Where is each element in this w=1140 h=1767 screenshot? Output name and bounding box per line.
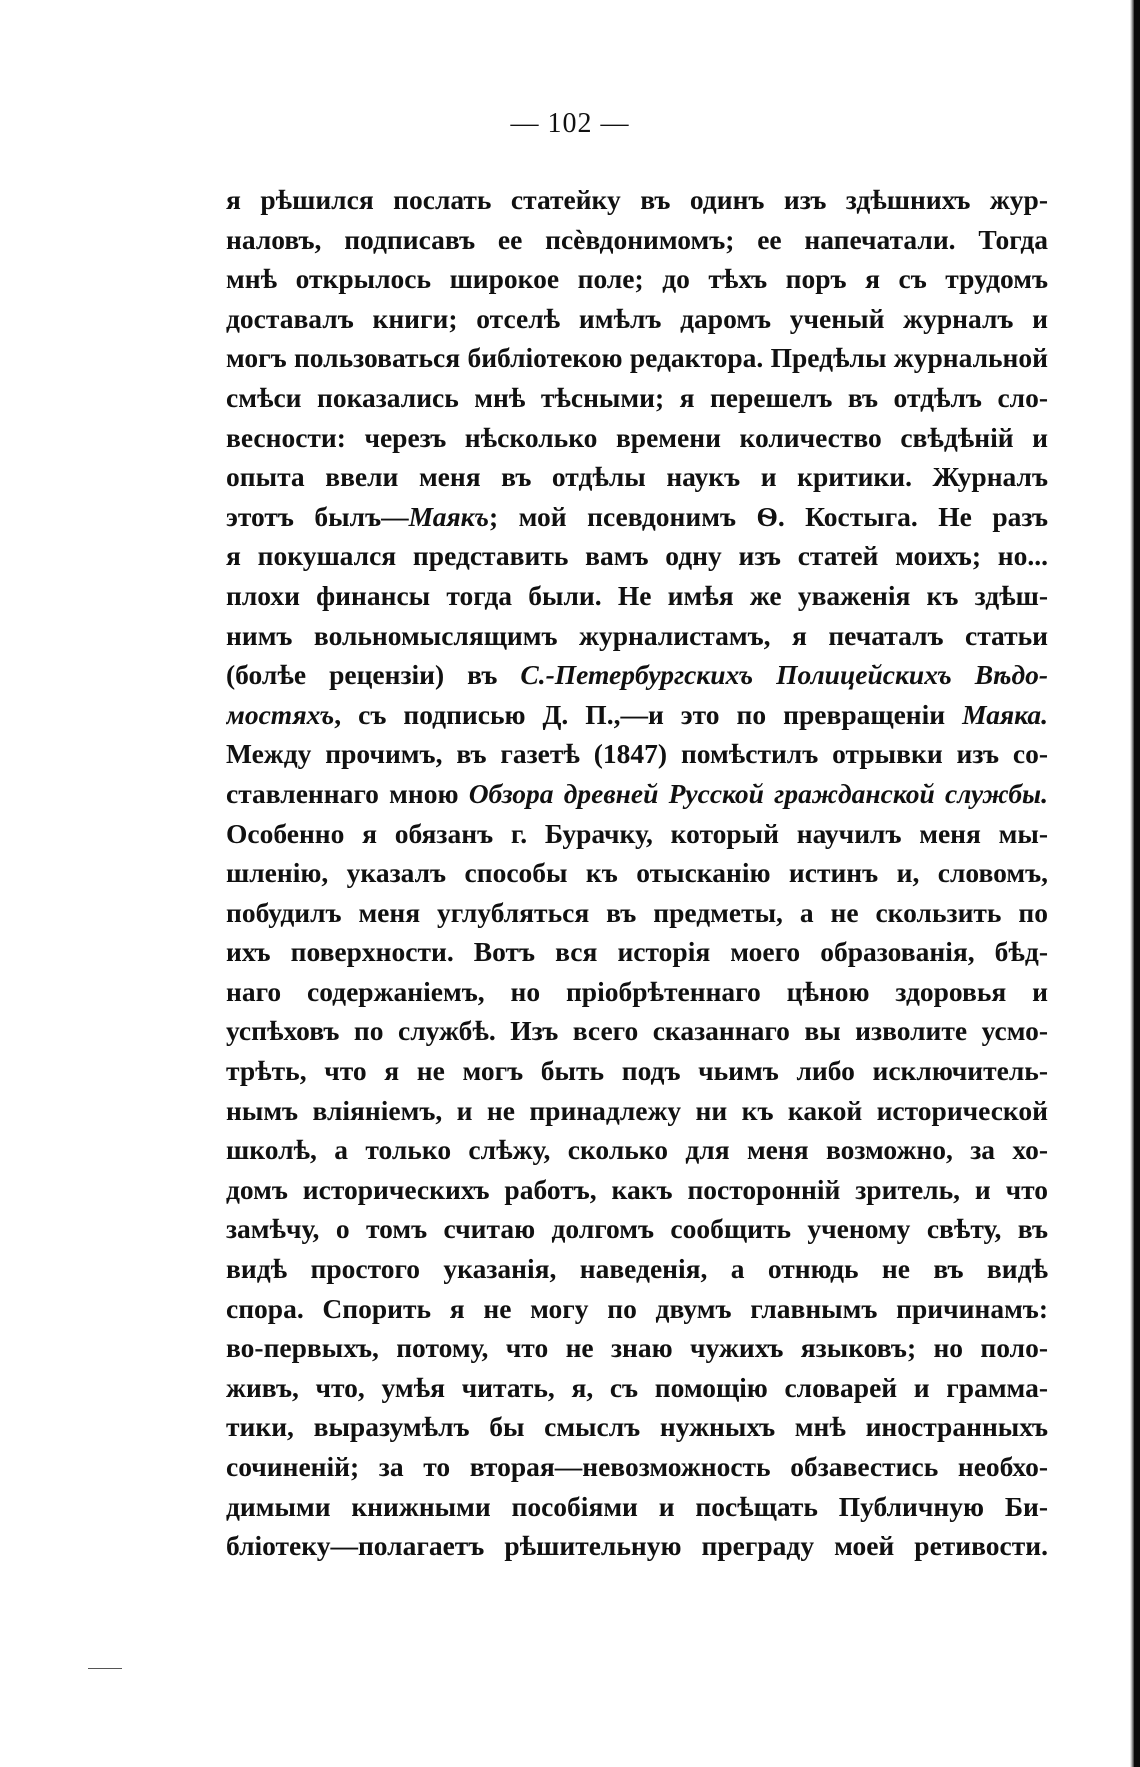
text-line: мостяхъ, съ подписью Д. П.,—и это по превращеніи Маяка.: [226, 698, 1048, 730]
text-line: побудилъ меня углубляться въ предметы, а не скользить по: [226, 896, 1048, 928]
text-line: трѣть, что я не могъ быть подъ чьимъ либо исключитель-: [226, 1055, 1048, 1087]
text-line: доставалъ книги; отселѣ имѣлъ даромъ ученый журналъ и: [226, 302, 1048, 334]
text-line: спора. Спорить я не могу по двумъ главнымъ причинамъ:: [226, 1292, 1048, 1324]
text-line: нымъ вліяніемъ, и не принадлежу ни къ какой исторической: [226, 1094, 1048, 1126]
text-line: ихъ поверхности. Вотъ вся исторія моего образованія, бѣд-: [226, 936, 1048, 968]
italic-title: Маяка.: [962, 698, 1048, 730]
text-line: замѣчу, о томъ считаю долгомъ сообщить ученому свѣту, въ: [226, 1213, 1048, 1245]
text-line: успѣховъ по службѣ. Изъ всего сказаннаго вы изволите усмо-: [226, 1015, 1048, 1047]
text-line: наловъ, подписавъ ее псѐвдонимомъ; ее напечатали. Тогда: [226, 223, 1048, 255]
text-line: видѣ простого указанія, наведенія, а отнюдь не въ видѣ: [226, 1253, 1048, 1285]
text-line: я рѣшился послать статейку въ одинъ изъ здѣшнихъ жур-: [226, 184, 1048, 215]
margin-mark: [88, 1668, 122, 1669]
text-line: смѣси показались мнѣ тѣсными; я перешелъ въ отдѣлъ сло-: [226, 381, 1048, 413]
text-line: сочиненій; за то вторая—невозможность обзавестись необхо-: [226, 1451, 1048, 1482]
text-line: Между прочимъ, въ газетѣ (1847) помѣстилъ отрывки изъ со-: [226, 738, 1048, 770]
text-line: я покушался представить вамъ одну изъ статей моихъ; но...: [226, 540, 1048, 572]
text-line: нимъ вольномыслящимъ журналистамъ, я печаталъ статьи: [226, 619, 1048, 651]
text-line: мнѣ открылось широкое поле; до тѣхъ поръ я съ трудомъ: [226, 263, 1048, 295]
text-line: живъ, что, умѣя читать, я, съ помощію словарей и грамма-: [226, 1371, 1048, 1403]
text-line: во-первыхъ, потому, что не знаю чужихъ языковъ; но поло-: [226, 1332, 1048, 1364]
italic-title: С.-Петербургскихъ Полицейскихъ Вѣдо-: [520, 659, 1048, 691]
text-line: бліотеку—полагаетъ рѣшительную преграду моей ретивости.: [226, 1530, 1048, 1562]
text-line: плохи финансы тогда были. Не имѣя же уваженія къ здѣш-: [226, 579, 1048, 611]
text-line: весности: черезъ нѣсколько времени количество свѣдѣній и: [226, 421, 1048, 453]
text-line: димыми книжными пособіями и посѣщать Публичную Би-: [226, 1490, 1048, 1522]
text-line: наго содержаніемъ, но пріобрѣтеннаго цѣною здоровья и: [226, 975, 1048, 1007]
text-line: опыта ввели меня въ отдѣлы наукъ и критики. Журналъ: [226, 461, 1048, 493]
text-line: могъ пользоваться библіотекою редактора. Предѣлы журнальной: [226, 342, 1048, 374]
text-line: шленію, указалъ способы къ отысканію истинъ и, словомъ,: [226, 857, 1048, 889]
text-line: Особенно я обязанъ г. Бурачку, который научилъ меня мы-: [226, 817, 1048, 849]
italic-title: мостяхъ: [226, 698, 335, 730]
page-number: — 102 —: [510, 108, 630, 139]
text-line: ставленнаго мною Обзора древней Русской гражданской службы.: [226, 777, 1048, 809]
text-line: тики, выразумѣлъ бы смыслъ нужныхъ мнѣ иностранныхъ: [226, 1411, 1048, 1443]
text-line: этотъ былъ—Маякъ; мой псевдонимъ Ѳ. Костыга. Не разъ: [226, 500, 1048, 532]
scan-edge: [1134, 0, 1140, 1767]
italic-title: Маякъ: [408, 500, 490, 532]
body-text: [226, 180, 1048, 1566]
italic-title: Обзора древней Русской гражданской службы.: [468, 777, 1048, 809]
text-line: домъ историческихъ работъ, какъ посторонній зритель, и что: [226, 1173, 1048, 1205]
text-line: (болѣе рецензіи) въ С.-Петербургскихъ Полицейскихъ Вѣдо-: [226, 659, 1048, 691]
text-line: школѣ, а только слѣжу, сколько для меня возможно, за хо-: [226, 1134, 1048, 1166]
